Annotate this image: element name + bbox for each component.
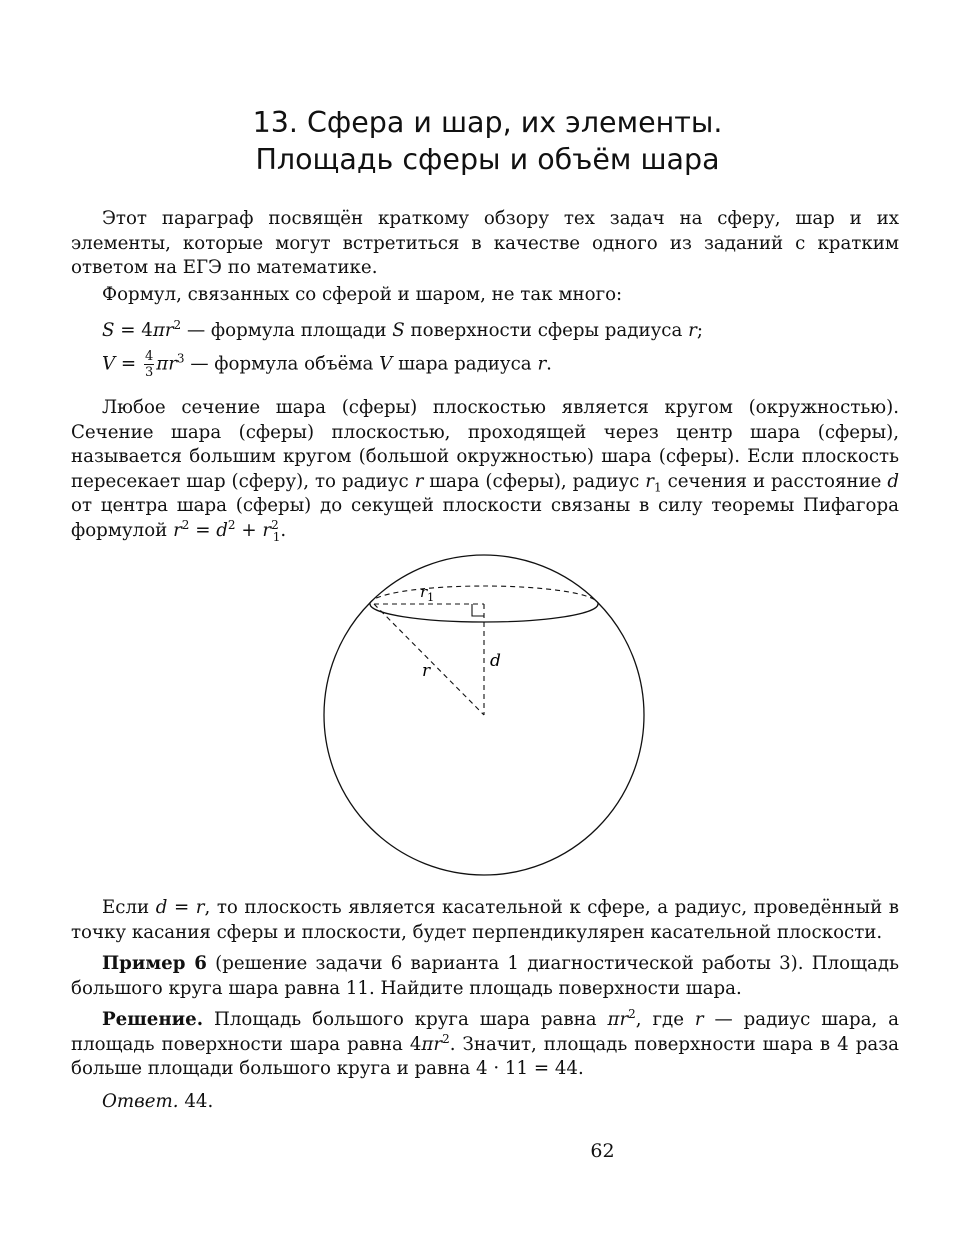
label-d: d [490,651,501,671]
radius-r-line [374,604,484,715]
formulas-intro: Формул, связанных со сферой и шаром, не так много: [102,284,623,305]
label-r1: $r_1$ [420,583,435,604]
section-paragraph: Любое сечение шара (сферы) плоскостью является кругом (окружностью). Сечение шара (сферы) плоскостью, проходящей через центр шара (сферы), называется большим кругом (большой окружностью) шара (сферы). Если плоскость пересекает шар (сферу), то радиус r шара (сферы), радиус $r_1$ сечения и расстояние d от центра шара (сферы) до секущей плоскости связаны в силу теоремы Пифагора формулой $r^2 = d^2 + r^2_1$. [71,397,899,544]
section-ellipse-back [370,586,598,604]
example-label: Пример 6 [102,953,207,974]
tangent-paragraph: Если d = r, то плоскость является касательной к сфере, а радиус, проведённый в точку касания сферы и плоскости, будет перпендикулярен касательной плоскости. [71,897,900,943]
answer-paragraph: Ответ. 44. [102,1091,214,1112]
answer-label: Ответ. [102,1091,179,1112]
right-angle-mark [472,604,484,616]
formula-area: $S = 4\pi r^2$ — формула площади S поверхности сферы радиуса r; [102,317,703,341]
title-line-1: 13. Сфера и шар, их элементы. [252,106,723,139]
solution-label: Решение. [102,1009,204,1030]
page-number: 62 [590,1140,615,1162]
intro-paragraph: Этот параграф посвящён краткому обзору тех задач на сферу, шар и их элементы, которые могут встретиться в качестве одного из заданий с кратким ответом на ЕГЭ по математике. [71,208,899,279]
title-line-2: Площадь сферы и объём шара [255,143,720,176]
label-r: r [422,661,431,681]
formula-volume: V = $\frac{4}{3}$ $\pi r^3$ — формула объёма V шара радиуса r. [102,349,552,380]
example-paragraph: Пример 6 (решение задачи 6 варианта 1 диагностической работы 3). Площадь большого круга шара равна 11. Найдите площадь поверхности шара. [71,953,899,999]
fraction-four-thirds: $\frac{4}{3}$ [144,349,154,380]
solution-paragraph: Решение. Площадь большого круга шара равна $\pi r^2$, где r — радиус шара, а площадь поверхности шара равна $4\pi r^2$. Значит, площадь поверхности шара в 4 раза больше площади большого круга и равна 4 · 11 = 44. [71,1006,900,1080]
